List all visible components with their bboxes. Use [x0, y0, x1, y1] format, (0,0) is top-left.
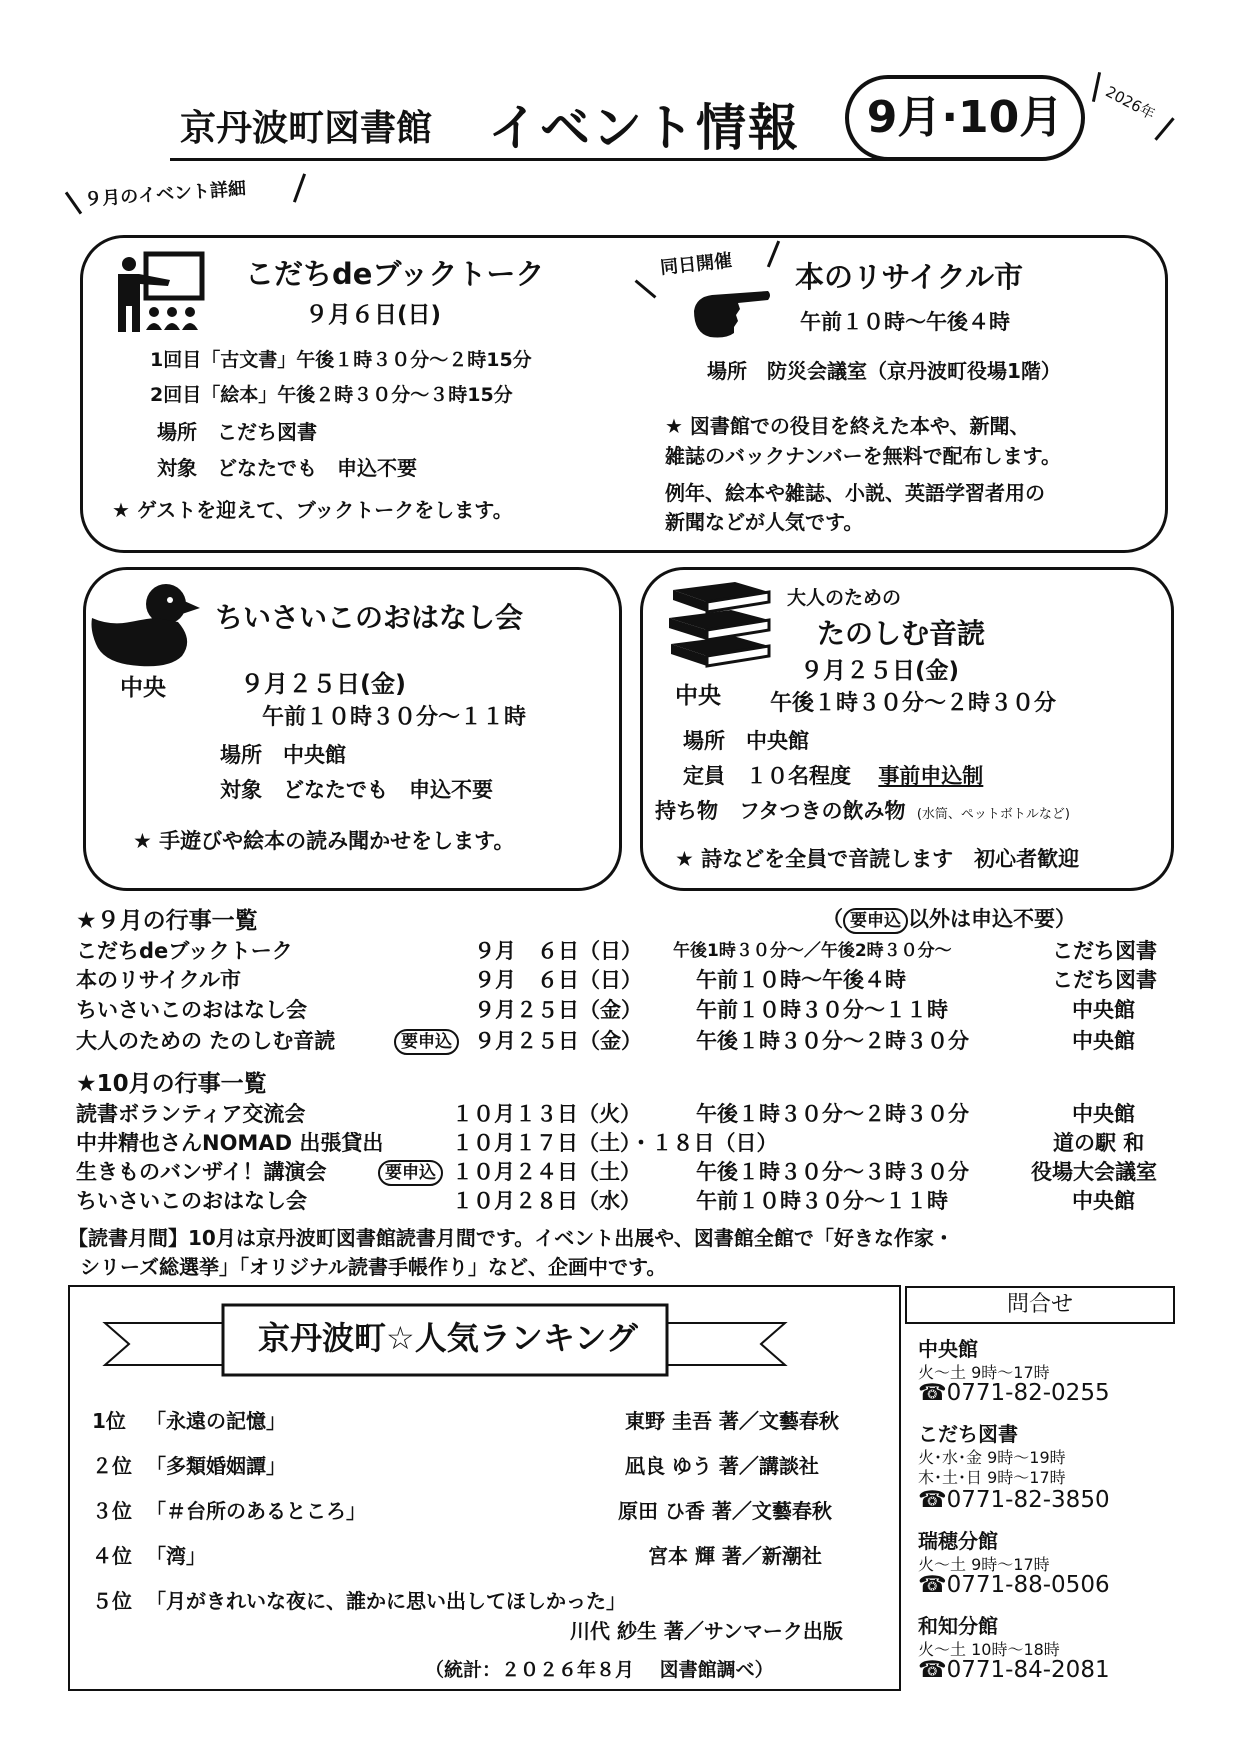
ranking-item-title: 「湾」	[146, 1544, 206, 1568]
sep-list-note	[822, 903, 1076, 934]
oct-row-name: 読書ボランティア交流会	[76, 1102, 306, 1126]
contact-branch-hours: 火～土 10時～18時	[918, 1640, 1060, 1659]
ranking-item-author: 東野 圭吾 著／文藝春秋	[625, 1409, 839, 1433]
ranking-item-title: 「永遠の記憶」	[146, 1409, 286, 1433]
oct-row-place: 中央館	[1072, 1102, 1135, 1126]
ranking-item-rank: 1位	[92, 1409, 126, 1433]
sep-row-place: こだち図書	[1052, 968, 1157, 992]
ranking-item-author: 原田 ひ香 著／文藝春秋	[618, 1499, 832, 1523]
sep-row-time: 午前１０時～午後４時	[696, 968, 906, 992]
ondoku-bring-note: (水筒、ペットボトルなど)	[916, 807, 1070, 822]
sep-row-name: 本のリサイクル市	[76, 968, 242, 992]
ohanashi-note: ★ 手遊びや絵本の読み聞かせをします。	[133, 829, 515, 853]
recycle-note3: 例年、絵本や雑誌、小説、英語学習者用の	[665, 481, 1045, 505]
sep-row-date: ９月 ６日（日）	[474, 968, 642, 992]
sep-row-date: ９月 ６日（日）	[474, 939, 642, 963]
oct-row-time: 午前１０時３０分～１１時	[696, 1189, 948, 1213]
recycle-time: 午前１０時～午後４時	[800, 310, 1010, 334]
ondoku-place: 場所 中央館	[683, 729, 809, 753]
sep-row-time: 午前１０時３０分～１１時	[696, 998, 948, 1022]
recycle-title: 本のリサイクル市	[795, 260, 1023, 294]
duck-icon	[90, 582, 202, 672]
recycle-note2: 雑誌のバックナンバーを無料で配布します。	[665, 444, 1061, 468]
contact-branch-tel: ☎0771-82-0255	[918, 1380, 1110, 1406]
sep-row-date: ９月２５日（金）	[474, 1029, 642, 1053]
ohanashi-date: ９月２５日(金)	[240, 670, 406, 698]
ranking-item-author: 凪良 ゆう 著／講談社	[625, 1454, 819, 1478]
section-slash-left	[65, 191, 82, 214]
books-icon	[665, 578, 775, 672]
recycle-note4: 新聞などが人気です。	[665, 510, 864, 534]
ondoku-bring-text: 持ち物 フタつきの飲み物	[655, 799, 906, 823]
ohanashi-time: 午前１０時３０分～１１時	[262, 705, 527, 730]
year-label: 2026年	[1102, 82, 1159, 124]
apply-required-badge: 要申込	[394, 1029, 459, 1055]
contact-branch-name: こだち図書	[918, 1422, 1018, 1446]
sep-row-date: ９月２５日（金）	[474, 998, 642, 1022]
booktalk-date: ９月６日(日)	[305, 302, 442, 328]
contact-branch-hours: 火･水･金 9時～19時	[918, 1448, 1066, 1467]
year-slash-left	[1092, 72, 1101, 102]
apply-required-badge: 要申込	[843, 908, 908, 934]
teacher-icon	[110, 250, 210, 342]
ondoku-title: たのしむ音読	[817, 617, 986, 650]
sep-row-place: 中央館	[1072, 998, 1135, 1022]
ranking-item-author: 川代 紗生 著／サンマーク出版	[570, 1619, 843, 1643]
oct-row-date: １０月２８日（水）	[452, 1189, 641, 1213]
recycle-note1: ★ 図書館での役目を終えた本や、新聞、	[665, 414, 1030, 438]
ohanashi-title: ちいさいこのおはなし会	[215, 601, 524, 634]
ondoku-capacity	[683, 760, 983, 790]
pointing-hand-icon	[690, 285, 772, 345]
booktalk-note: ★ ゲストを迎えて、ブックトークをします。	[112, 498, 513, 522]
month-badge-text: 9月·10月	[866, 92, 1064, 143]
year-slash-right	[1154, 117, 1174, 140]
sep-row-name: 大人のための たのしむ音読	[76, 1029, 336, 1053]
oct-row-time: 午後１時３０分～２時３０分	[696, 1102, 969, 1126]
recycle-place: 場所 防災会議室（京丹波町役場1階）	[707, 359, 1061, 383]
contact-branch-hours: 木･土･日 9時～17時	[918, 1468, 1066, 1487]
ranking-item-title: 「月がきれいな夜に、誰かに思い出してほしかった」	[146, 1589, 626, 1613]
reading-month-line2: シリーズ総選挙」「オリジナル読書手帳作り」など、企画中です。	[80, 1255, 667, 1279]
oct-row-place: 中央館	[1072, 1189, 1135, 1213]
oct-row-time: 午後１時３０分～３時３０分	[696, 1160, 969, 1184]
ondoku-subtitle: 大人のための	[787, 587, 902, 609]
oct-row-name: ちいさいこのおはなし会	[76, 1189, 307, 1213]
contact-heading: 問合せ	[1006, 1292, 1073, 1317]
ondoku-branch: 中央	[675, 683, 721, 709]
sep-row-time: 午後1時３０分～／午後2時３０分～	[673, 941, 952, 961]
contact-branch-tel: ☎0771-82-3850	[918, 1487, 1110, 1513]
sep-list-heading: ★９月の行事一覧	[76, 908, 258, 934]
contact-branch-tel: ☎0771-84-2081	[918, 1657, 1110, 1683]
ranking-footnote: （統計：２０２６年８月 図書館調べ）	[425, 1659, 774, 1681]
sep-row-time: 午後１時３０分～２時３０分	[696, 1029, 969, 1053]
oct-row-date: １０月１７日（土）・１８日（日）	[452, 1131, 778, 1155]
booktalk-title: こだちdeブックトーク	[245, 257, 545, 291]
event-title: イベント情報	[488, 99, 800, 157]
oct-list-heading: ★10月の行事一覧	[76, 1071, 267, 1097]
sep-row-place: こだち図書	[1052, 939, 1157, 963]
oct-row-name: 中井精也さんNOMAD 出張貸出	[76, 1131, 384, 1155]
section-label: ９月のイベント詳細	[83, 178, 247, 211]
ranking-item-title: 「多類婚姻譚」	[146, 1454, 286, 1478]
apply-required-badge: 要申込	[378, 1160, 443, 1186]
oct-row-date: １０月２４日（土）	[452, 1160, 641, 1184]
recycle-tag: 同日開催	[659, 250, 734, 279]
month-badge	[845, 75, 1085, 161]
contact-branch-hours: 火～土 9時～17時	[918, 1555, 1050, 1574]
ondoku-bring	[655, 795, 1070, 825]
contact-branch-name: 中央館	[918, 1337, 978, 1361]
library-name: 京丹波町図書館	[180, 108, 433, 149]
oct-row-name: 生きものバンザイ！講演会	[76, 1160, 327, 1184]
sep-row-name: こだちdeブックトーク	[76, 939, 293, 963]
booktalk-session2: 2回目「絵本」午後２時３０分～３時15分	[150, 384, 513, 406]
ondoku-capacity-text: 定員 １０名程度	[683, 764, 851, 788]
sep-row-name: ちいさいこのおはなし会	[76, 998, 307, 1022]
oct-row-place: 道の駅 和	[1053, 1131, 1145, 1155]
contact-heading-box	[905, 1286, 1175, 1324]
ondoku-time: 午後１時３０分～２時３０分	[770, 691, 1057, 716]
sep-row-place: 中央館	[1072, 1029, 1135, 1053]
ondoku-capacity-note: 事前申込制	[878, 764, 984, 788]
oct-row-date: １０月１３日（火）	[452, 1102, 641, 1126]
contact-branch-hours: 火～土 9時～17時	[918, 1363, 1050, 1382]
ranking-item-rank: ２位	[92, 1454, 132, 1478]
ondoku-note: ★ 詩などを全員で音読します 初心者歓迎	[675, 847, 1080, 871]
contact-branch-name: 瑞穂分館	[918, 1529, 998, 1553]
ohanashi-branch: 中央	[120, 675, 166, 701]
booktalk-session1: 1回目「古文書」午後１時３０分～２時15分	[150, 349, 532, 371]
ranking-item-title: 「＃台所のあるところ」	[146, 1499, 366, 1523]
ranking-item-author: 宮本 輝 著／新潮社	[648, 1544, 822, 1568]
sep-list-note-text: 以外は申込不要）	[908, 907, 1076, 931]
ranking-item-rank: ３位	[92, 1499, 132, 1523]
reading-month-line1: 【読書月間】10月は京丹波町図書館読書月間です。イベント出展や、図書館全館で「好きな作家・	[68, 1226, 954, 1250]
sep-list-note-open: （	[822, 907, 843, 931]
contact-branch-name: 和知分館	[918, 1614, 998, 1638]
ranking-item-rank: ４位	[92, 1544, 132, 1568]
oct-row-place: 役場大会議室	[1031, 1160, 1157, 1184]
ranking-item-rank: ５位	[92, 1589, 132, 1613]
ohanashi-target: 対象 どなたでも 申込不要	[220, 778, 493, 802]
title-underline	[170, 158, 890, 161]
ohanashi-place: 場所 中央館	[220, 743, 346, 767]
contact-branch-tel: ☎0771-88-0506	[918, 1572, 1110, 1598]
ondoku-date: ９月２５日(金)	[800, 658, 960, 684]
ranking-title: 京丹波町☆人気ランキング	[258, 1319, 638, 1357]
booktalk-place: 場所 こだち図書	[157, 420, 317, 444]
section-slash-right	[293, 173, 306, 202]
booktalk-target: 対象 どなたでも 申込不要	[157, 456, 417, 480]
